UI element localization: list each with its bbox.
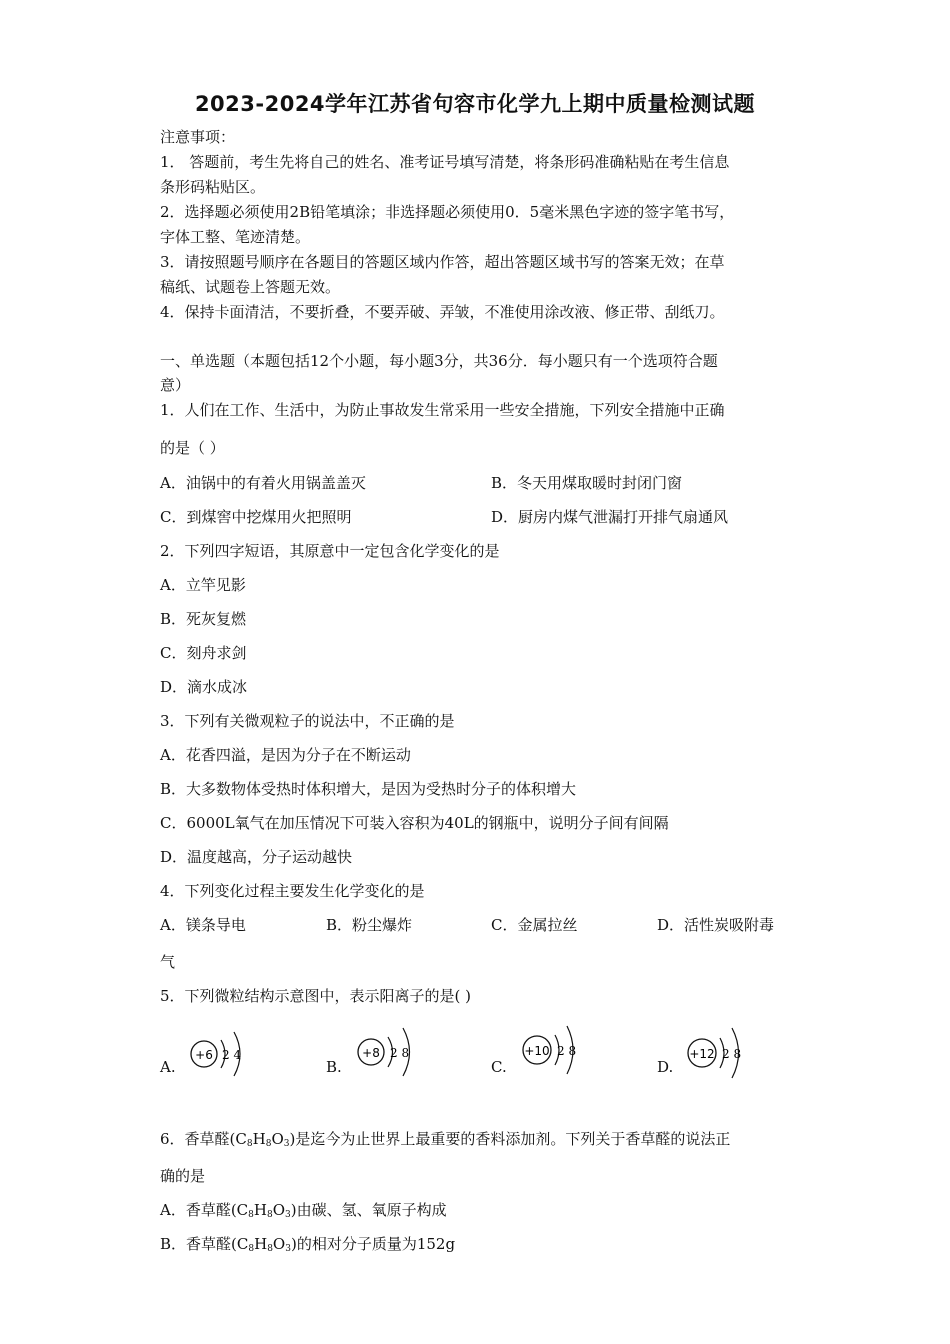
q2-stem: 2．下列四字短语，其原意中一定包含化学变化的是 [160, 542, 500, 560]
q1-stem: 1．人们在工作、生活中，为防止事故发生常采用一些安全措施，下列安全措施中正确 [160, 401, 725, 419]
q5-option-a-label: A. [160, 1058, 176, 1076]
page-title: 2023-2024学年江苏省句容市化学九上期中质量检测试题 [194, 92, 756, 116]
q1-option-d: D．厨房内煤气泄漏打开排气扇通风 [491, 508, 729, 526]
q1-option-a: A．油锅中的有着火用锅盖盖灭 [160, 474, 366, 492]
q5-option-b-diagram [354, 1018, 428, 1092]
svg-text:+8: +8 [362, 1046, 380, 1060]
notice-line-3: 3．请按照题号顺序在各题目的答题区域内作答，超出答题区域书写的答案无效；在草 [160, 253, 725, 271]
q4-option-d: D．活性炭吸附毒 [657, 916, 775, 934]
q4-option-a: A．镁条导电 [160, 916, 246, 934]
notice-line-4: 4．保持卡面清洁，不要折叠，不要弄破、弄皱，不准使用涂改液、修正带、刮纸刀。 [160, 303, 725, 321]
svg-text:2 8: 2 8 [722, 1047, 742, 1061]
q5-option-d-diagram [684, 1018, 756, 1092]
q5-option-c-diagram [519, 1016, 591, 1088]
q2-option-d: D．滴水成冰 [160, 678, 248, 696]
q6-stem-cont: 确的是 [160, 1167, 206, 1185]
q6-stem: 6．香草醛$(C_8H_8O_3)$是迄今为止世界上最重要的香料添加剂。下列关于香草醛的说法正 [160, 1130, 731, 1149]
svg-text:2 8: 2 8 [557, 1044, 577, 1058]
q2-option-a: A．立竿见影 [160, 576, 246, 594]
q2-option-b: B．死灰复燃 [160, 610, 247, 628]
q3-option-d: D．温度越高，分子运动越快 [160, 848, 353, 866]
q5-option-c-label: C. [491, 1058, 507, 1076]
svg-text:2 8: 2 8 [390, 1046, 410, 1060]
q4-option-b: B．粉尘爆炸 [326, 916, 413, 934]
q2-option-c: C．刻舟求剑 [160, 644, 247, 662]
q1-option-c: C．到煤窖中挖煤用火把照明 [160, 508, 352, 526]
q5-option-b-label: B. [326, 1058, 342, 1076]
q3-option-c: C．6000L氧气在加压情况下可装入容积为40L的钢瓶中，说明分子间有间隔 [160, 814, 669, 832]
notice-line-2: 2．选择题必须使用2B铅笔填涂；非选择题必须使用0．5毫米黑色字迹的签字笔书写， [160, 203, 735, 221]
q3-stem: 3．下列有关微观粒子的说法中，不正确的是 [160, 712, 455, 730]
q6-option-a: A．香草醛$(C_8H_8O_3)$由碳、氢、氧原子构成 [160, 1201, 447, 1220]
section-heading: 一、单选题（本题包括12个小题，每小题3分，共36分．每小题只有一个选项符合题 [160, 352, 718, 370]
q5-option-a-diagram [188, 1020, 258, 1090]
svg-text:2 4: 2 4 [222, 1048, 242, 1062]
q4-option-d-cont: 气 [160, 953, 176, 971]
notice-line-1: 1． 答题前，考生先将自己的姓名、准考证号填写清楚，将条形码准确粘贴在考生信息 [160, 153, 730, 171]
q5-stem: 5．下列微粒结构示意图中，表示阳离子的是( ) [160, 987, 472, 1005]
q6-option-b: B．香草醛$(C_8H_8O_3)$的相对分子质量为152g [160, 1235, 456, 1254]
q1-option-b: B．冬天用煤取暖时封闭门窗 [491, 474, 683, 492]
q5-option-d-label: D. [657, 1058, 674, 1076]
notice-line-3-cont: 稿纸、试题卷上答题无效。 [160, 278, 341, 296]
q4-option-c: C．金属拉丝 [491, 916, 578, 934]
svg-text:+6: +6 [195, 1048, 213, 1062]
notice-line-2-cont: 字体工整、笔迹清楚。 [160, 228, 311, 246]
q3-option-a: A．花香四溢，是因为分子在不断运动 [160, 746, 411, 764]
notice-heading: 注意事项： [160, 128, 236, 146]
svg-text:+10: +10 [524, 1044, 550, 1058]
q4-stem: 4．下列变化过程主要发生化学变化的是 [160, 882, 425, 900]
svg-text:+12: +12 [689, 1047, 715, 1061]
q3-option-b: B．大多数物体受热时体积增大，是因为受热时分子的体积增大 [160, 780, 577, 798]
notice-line-1-cont: 条形码粘贴区。 [160, 178, 266, 196]
q1-stem-cont: 的是（ ） [160, 439, 225, 457]
section-heading-cont: 意） [160, 376, 191, 394]
